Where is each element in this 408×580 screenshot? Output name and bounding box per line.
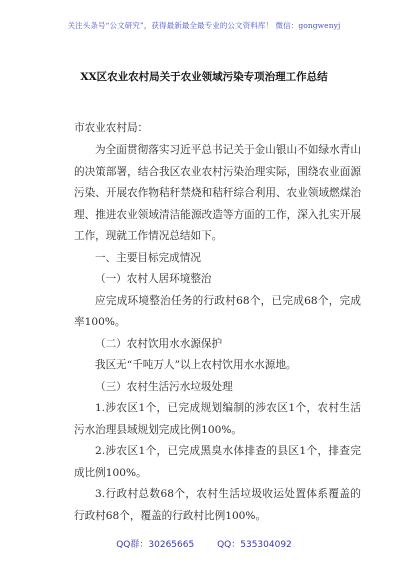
subsection-heading: （三）农村生活污水垃圾处理 bbox=[95, 380, 233, 393]
subsection-heading: （一）农村人居环境整治 bbox=[95, 273, 212, 285]
subsection-paragraph: 我区无“千吨万人”以上农村饮用水水源地。 bbox=[95, 359, 297, 371]
footer-contact bbox=[0, 537, 408, 550]
list-item: 3.行政村总数68个，农村生活垃圾收运处置体系覆盖的行政村68个，覆盖的行政村比例100%。 bbox=[74, 488, 361, 522]
header-promo-note: 关注头条号“公文研究”，获得最新最全最专业的公文资料库！ 微信：gongwenyj bbox=[67, 21, 341, 30]
subsection-heading: （二）农村饮用水水源保护 bbox=[95, 337, 223, 350]
section-heading: 一、主要目标完成情况 bbox=[95, 251, 201, 264]
document-body bbox=[74, 140, 361, 527]
list-item: 2.涉农区1个，已完成黑臭水体排查的县区1个，排查完成比例100%。 bbox=[74, 445, 361, 479]
salutation: 市农业农村局： bbox=[74, 122, 149, 134]
intro-paragraph: 为全面贯彻落实习近平总书记关于金山银山不如绿水青山的决策部署，结合我区农业农村污染治理实际，围绕农业面源污染、开展农作物秸秆禁烧和秸秆综合利用、农业领域燃煤治理、推进农业领域清洁能源改造等方面的工作，深入扎实开展工作，现就工作情况总结如下。 bbox=[74, 144, 361, 242]
list-item: 1.涉农区1个，已完成规划编制的涉农区1个，农村生活污水治理县域规划完成比例100%。 bbox=[74, 402, 361, 436]
subsection-paragraph: 应完成环境整治任务的行政村68个，已完成68个，完成率100%。 bbox=[74, 294, 361, 328]
document-title: XX区农业农村局关于农业领域污染专项治理工作总结 bbox=[80, 71, 328, 83]
footer-qq-number: QQ：535304092 bbox=[217, 540, 292, 550]
footer-qq-group: QQ群：30265665 bbox=[116, 540, 195, 550]
